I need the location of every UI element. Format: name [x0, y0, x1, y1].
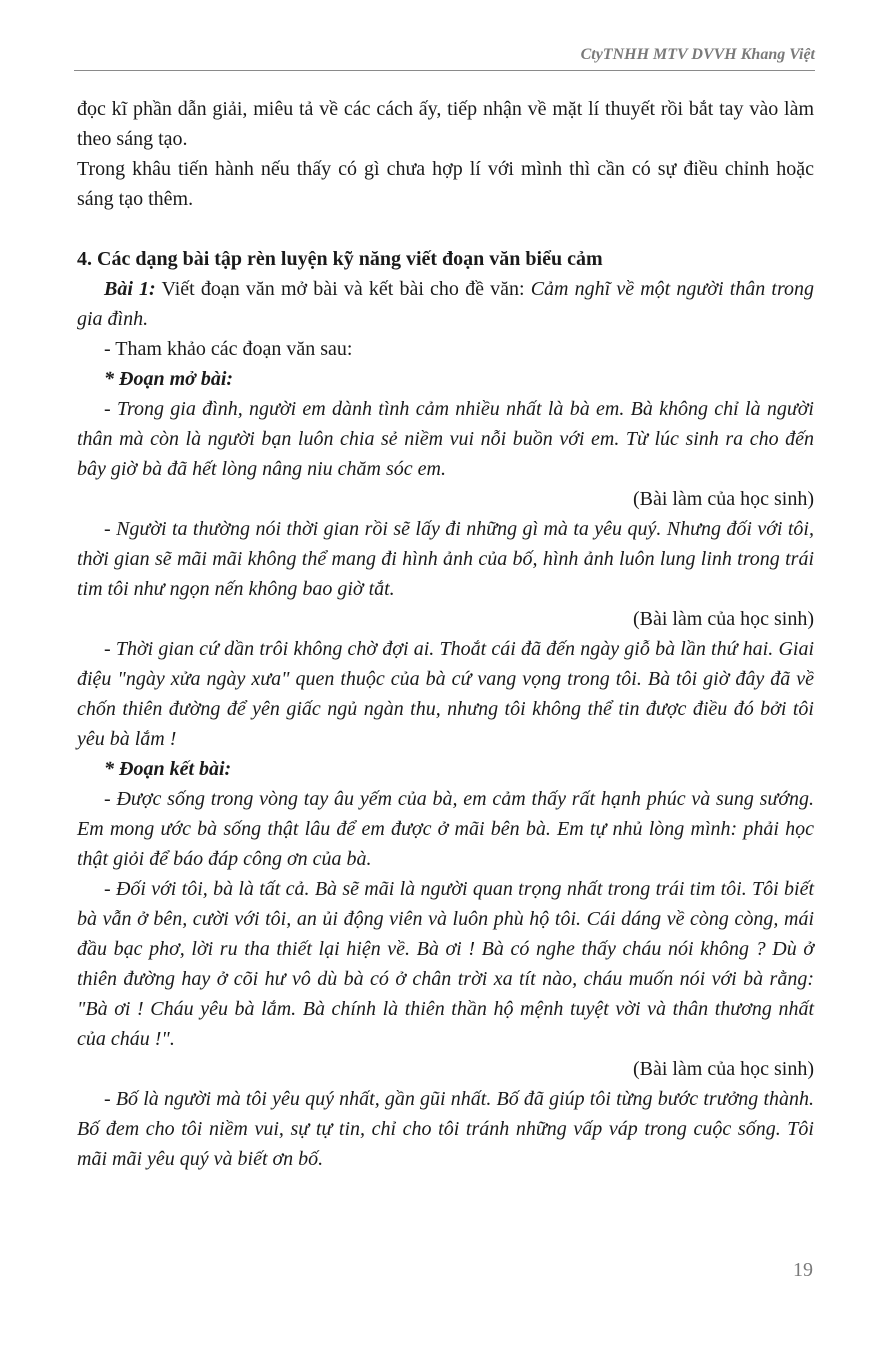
exercise-text: Viết đoạn văn mở bài và kết bài cho đề văn:	[155, 278, 531, 300]
intro-paragraph-1: đọc kĩ phần dẫn giải, miêu tả về các cách ấy, tiếp nhận về mặt lí thuyết rồi bắt tay vào làm theo sáng tạo.	[77, 98, 814, 150]
exercise-topic: Cảm nghĩ về một người thân trong gia đình.	[77, 278, 814, 330]
source-note-3: (Bài làm của học sinh)	[632, 1058, 814, 1080]
opening-paragraph-3: - Thời gian cứ dần trôi không chờ đợi ai. Thoắt cái đã đến ngày giỗ bà lần thứ hai. Giai điệu "ngày xửa ngày xưa" quen thuộc của bà cứ vang vọng trong tôi. Bà tôi giờ đây đã về chốn thiên đường để yên giấc ngủ ngàn thu, nhưng tôi không thể tin được điều đó bởi tôi yêu bà lắm !	[77, 638, 814, 750]
source-note-2: (Bài làm của học sinh)	[632, 608, 814, 630]
page-body	[77, 94, 814, 1174]
opening-paragraph-1: - Trong gia đình, người em dành tình cảm nhiều nhất là bà em. Bà không chỉ là người thân mà còn là người bạn luôn chia sẻ niềm vui nỗi buồn với em. Từ lúc sinh ra cho đến bây giờ bà đã hết lòng nâng niu chăm sóc em.	[77, 398, 814, 480]
exercise-label: Bài 1:	[104, 278, 156, 300]
closing-label: * Đoạn kết bài:	[104, 758, 232, 780]
closing-paragraph-3: - Bố là người mà tôi yêu quý nhất, gần gũi nhất. Bố đã giúp tôi từng bước trưởng thành. Bố đem cho tôi niềm vui, sự tự tin, chỉ cho tôi tránh những vấp váp trong cuộc sống. Tôi mãi mãi yêu quý và biết ơn bố.	[77, 1088, 814, 1170]
opening-label: * Đoạn mở bài:	[104, 368, 234, 390]
reference-line: - Tham khảo các đoạn văn sau:	[104, 338, 353, 360]
closing-paragraph-2: - Đối với tôi, bà là tất cả. Bà sẽ mãi là người quan trọng nhất trong trái tim tôi. Tôi biết bà vẫn ở bên, cười với tôi, an ủi động viên và luôn phù hộ tôi. Cái dáng về còng còng, mái đầu bạc phơ, lời ru tha thiết lại hiện về. Bà ơi ! Bà có nghe thấy cháu nói không ? Dù ở thiên đường hay ở cõi hư vô dù bà có ở chân trời xa tít nào, cháu muốn nói với bà rằng: "Bà ơi ! Cháu yêu bà lắm. Bà chính là thiên thần hộ mệnh tuyệt vời và thân thương nhất của cháu !".	[77, 878, 814, 1050]
page-number: 19	[793, 1259, 813, 1281]
opening-paragraph-2: - Người ta thường nói thời gian rồi sẽ lấy đi những gì mà ta yêu quý. Nhưng đối với tôi, thời gian sẽ mãi mãi không thể mang đi hình ảnh của bố, hình ảnh luôn lung linh trong trái tim tôi như ngọn nến không bao giờ tắt.	[77, 518, 814, 600]
section-heading: 4. Các dạng bài tập rèn luyện kỹ năng viết đoạn văn biểu cảm	[77, 248, 603, 270]
source-note-1: (Bài làm của học sinh)	[632, 488, 814, 510]
closing-paragraph-1: - Được sống trong vòng tay âu yếm của bà, em cảm thấy rất hạnh phúc và sung sướng. Em mong ước bà sống thật lâu để em được ở mãi bên bà. Em tự nhủ lòng mình: phải học thật giỏi để báo đáp công ơn của bà.	[77, 788, 814, 870]
exercise-prompt	[77, 274, 814, 334]
running-header: CtyTNHH MTV DVVH Khang Việt	[74, 46, 815, 71]
intro-paragraph-2: Trong khâu tiến hành nếu thấy có gì chưa hợp lí với mình thì cần có sự điều chỉnh hoặc sáng tạo thêm.	[77, 158, 814, 210]
